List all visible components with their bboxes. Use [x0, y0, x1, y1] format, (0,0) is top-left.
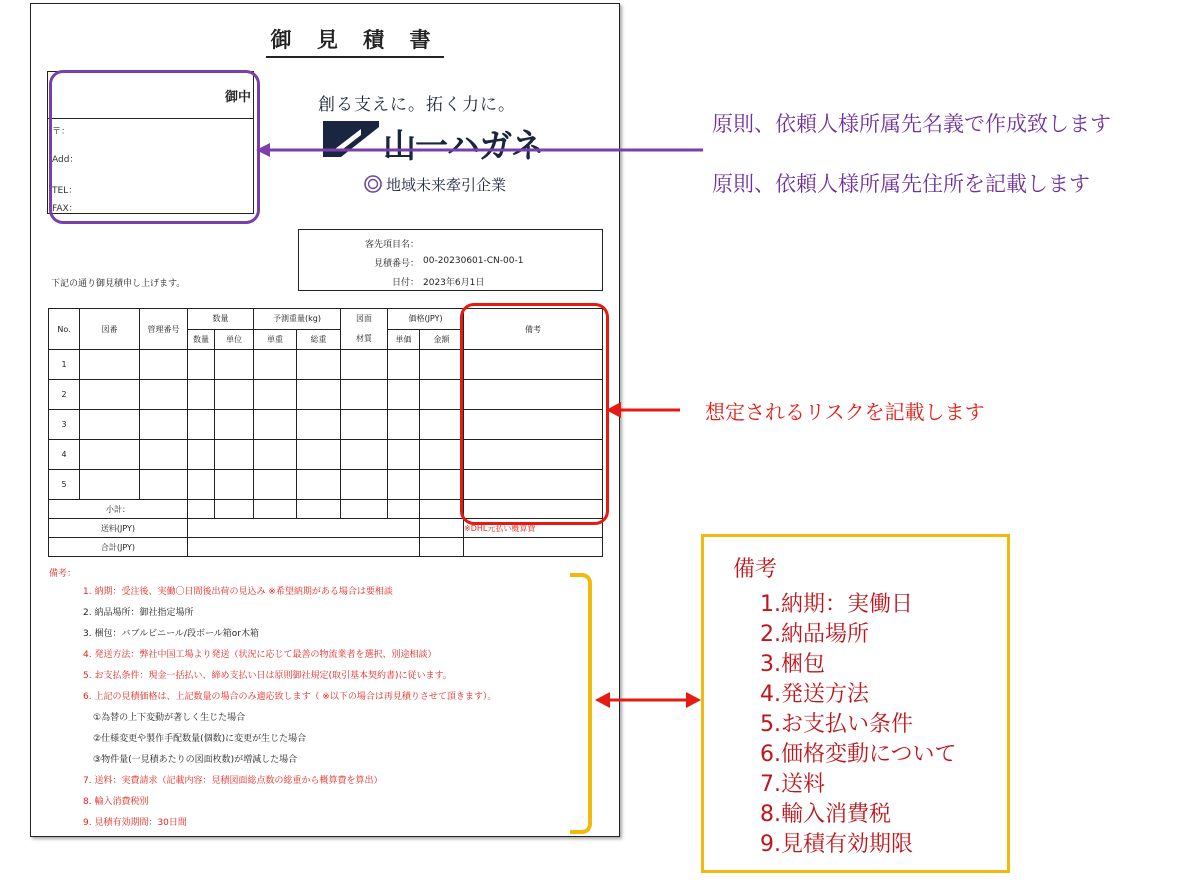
remarks-summary-item: 4.発送方法: [760, 682, 869, 707]
red-arrowhead: [606, 402, 621, 418]
note-item: 1. 納期：受注後、実働〇日間後出荷の見込み ※希望納期がある場合は要相談: [83, 587, 393, 597]
double-arrowhead-right: [686, 692, 701, 708]
col-header-weight: 予測重量(kg): [254, 309, 341, 330]
remarks-summary-title: 備考: [733, 557, 778, 582]
tel-label: TEL：: [52, 186, 78, 196]
row-number: 5: [49, 470, 80, 500]
remarks-summary-item: 3.梱包: [760, 652, 825, 677]
annotation-company-address: 原則、依頼人様所属先住所を記載します: [712, 172, 1090, 196]
col-header-amount: 金額: [420, 329, 464, 350]
remarks-summary-item: 7.送料: [760, 772, 825, 797]
col-header-remarks: 備考: [464, 309, 603, 350]
col-header-unit: 単位: [215, 329, 254, 350]
remarks-summary-item: 5.お支払い条件: [760, 712, 913, 737]
note-item: 6. 上記の見積価格は、上記数量の場合のみ適応致します（ ※以下の場合は再見積りさせて頂きます）。: [83, 692, 497, 702]
total-label: 合計(JPY): [49, 538, 188, 557]
row-number: 4: [49, 440, 80, 470]
shipping-label: 送料(JPY): [49, 519, 188, 538]
quote-number-value: 00-20230601-CN-00-1: [423, 256, 524, 266]
document-title: 御 見 積 書: [266, 24, 444, 58]
address-label: Add：: [52, 155, 79, 165]
company-logo-text: 山一ハガネ: [383, 126, 543, 165]
note-item: 4. 発送方法：弊社中国工場より発送（状況に応じて最善の物流業者を選択、別途相談）: [83, 650, 437, 660]
col-header-unit-price: 単価: [388, 329, 420, 350]
remarks-summary-item: 1.納期：実働日: [760, 592, 913, 617]
note-item: 7. 送料：実費請求（記載内容：見積図面総点数の総重から概算費を算出）: [83, 776, 383, 786]
shipping-note: ※DHL元払い概算費: [464, 519, 603, 538]
note-item: 5. お支払条件：現金一括払い、締め支払い日は原則御社規定(取引基本契約書)に従います。: [83, 671, 452, 681]
col-header-quantity: 数量: [188, 309, 254, 330]
col-header-material: 材質: [356, 334, 373, 343]
note-item: 9. 見積有効期間：30日間: [83, 818, 187, 828]
annotation-risk: 想定されるリスクを記載します: [705, 400, 985, 424]
postal-code-label: 〒：: [52, 127, 71, 137]
project-name-label: 客先項目名：: [364, 240, 419, 250]
col-header-total-weight: 総重: [297, 329, 341, 350]
col-header-qty: 数量: [188, 329, 215, 350]
row-number: 2: [49, 380, 80, 410]
intro-text: 下記の通り御見積申し上げます。: [51, 279, 186, 289]
double-arrowhead-left: [595, 692, 610, 708]
note-item: 2. 納品場所：御社指定場所: [83, 608, 194, 618]
note-item: ③物件量(一見積あたりの図面枚数)が増減した場合: [93, 755, 298, 765]
note-item: 8. 輸入消費税別: [83, 797, 149, 807]
company-slogan: 創る支えに。拓く力に。: [318, 95, 516, 115]
col-header-drawing-surface: 図面: [356, 314, 373, 323]
row-number: 3: [49, 410, 80, 440]
fax-label: FAX：: [52, 204, 78, 214]
client-honorific: 御中: [224, 90, 251, 105]
annotation-company-name: 原則、依頼人様所属先名義で作成致します: [712, 112, 1111, 136]
tagline-text: 地域未来牽引企業: [386, 176, 507, 194]
note-item: ①為替の上下変動が著しく生じた場合: [93, 713, 246, 723]
col-header-drawing: 図番: [80, 309, 140, 350]
remarks-summary-item: 6.価格変動について: [760, 742, 957, 767]
remarks-summary-item: 9.見積有効期限: [760, 832, 913, 857]
subtotal-label: 小計：: [49, 500, 188, 519]
col-header-price: 価格(JPY): [388, 309, 464, 330]
quote-number-label: 見積番号：: [373, 259, 419, 269]
date-label: 日付：: [391, 278, 419, 288]
col-header-no: No.: [49, 309, 80, 350]
remarks-summary-item: 2.納品場所: [760, 622, 869, 647]
date-value: 2023年6月1日: [423, 278, 485, 288]
notes-heading: 備考：: [49, 569, 77, 579]
note-item: 3. 梱包：バブルビニール/段ボール箱or木箱: [83, 629, 259, 639]
row-number: 1: [49, 350, 80, 380]
col-header-unit-weight: 単重: [254, 329, 297, 350]
note-item: ②仕様変更や製作手配数量(個数)に変更が生じた場合: [93, 734, 307, 744]
col-header-control-no: 管理番号: [140, 309, 188, 350]
remarks-summary-item: 8.輸入消費税: [760, 802, 891, 827]
purple-arrowhead: [256, 143, 270, 157]
